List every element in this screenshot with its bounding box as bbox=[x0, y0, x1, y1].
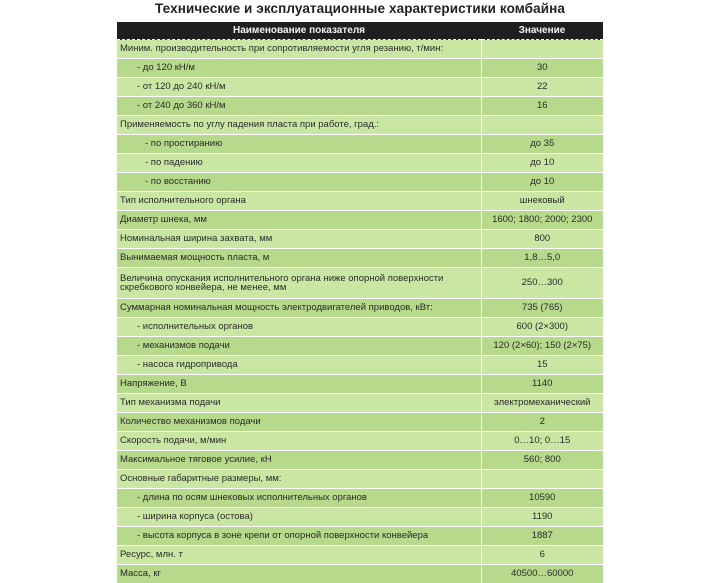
table-row bbox=[117, 116, 603, 135]
table-row bbox=[117, 299, 603, 318]
row-value-cell: 6 bbox=[481, 546, 603, 565]
row-value-cell: 16 bbox=[481, 97, 603, 116]
row-name-cell: Ресурс, млн. т bbox=[117, 546, 481, 565]
row-name-cell: Тип исполнительного органа bbox=[117, 192, 481, 211]
row-value-cell: 800 bbox=[481, 230, 603, 249]
row-name-cell: - ширина корпуса (остова) bbox=[117, 508, 481, 527]
row-name-cell: - насоса гидропривода bbox=[117, 356, 481, 375]
column-header-value: Значение bbox=[481, 22, 603, 40]
row-name-cell: Суммарная номинальная мощность электродвигателей приводов, кВт: bbox=[117, 299, 481, 318]
table-row bbox=[117, 375, 603, 394]
row-value-cell: 560; 800 bbox=[481, 451, 603, 470]
specs-table bbox=[117, 22, 603, 583]
table-row bbox=[117, 40, 603, 59]
row-name-cell: - до 120 кН/м bbox=[117, 59, 481, 78]
table-row bbox=[117, 59, 603, 78]
row-value-cell: 1140 bbox=[481, 375, 603, 394]
table-row bbox=[117, 527, 603, 546]
row-name-cell: Максимальное тяговое усилие, кН bbox=[117, 451, 481, 470]
row-value-cell: 22 bbox=[481, 78, 603, 97]
row-name-cell: Применяемость по углу падения пласта при работе, град.: bbox=[117, 116, 481, 135]
row-name-cell: Диаметр шнека, мм bbox=[117, 211, 481, 230]
table-row bbox=[117, 173, 603, 192]
row-name-cell: - исполнительных органов bbox=[117, 318, 481, 337]
row-value-cell: до 35 bbox=[481, 135, 603, 154]
row-name-cell: - высота корпуса в зоне крепи от опорной поверхности конвейера bbox=[117, 527, 481, 546]
table-row bbox=[117, 318, 603, 337]
row-value-cell: 120 (2×60); 150 (2×75) bbox=[481, 337, 603, 356]
row-value-cell: электромеханический bbox=[481, 394, 603, 413]
table-row bbox=[117, 432, 603, 451]
row-name-cell: Масса, кг bbox=[117, 565, 481, 583]
column-header-name: Наименование показателя bbox=[117, 22, 481, 40]
row-value-cell: 10590 bbox=[481, 489, 603, 508]
table-row bbox=[117, 356, 603, 375]
row-name-cell: Скорость подачи, м/мин bbox=[117, 432, 481, 451]
row-name-cell: - по падению bbox=[117, 154, 481, 173]
row-value-cell: 30 bbox=[481, 59, 603, 78]
row-name-cell: - механизмов подачи bbox=[117, 337, 481, 356]
row-name-cell: Вынимаемая мощность пласта, м bbox=[117, 249, 481, 268]
table-row bbox=[117, 268, 603, 299]
row-value-cell bbox=[481, 470, 603, 489]
row-value-cell: 40500…60000 bbox=[481, 565, 603, 583]
table-row bbox=[117, 192, 603, 211]
table-row bbox=[117, 489, 603, 508]
table-header-row bbox=[117, 22, 603, 40]
row-value-cell: 250…300 bbox=[481, 268, 603, 299]
row-name-cell: Тип механизма подачи bbox=[117, 394, 481, 413]
table-row bbox=[117, 508, 603, 527]
row-value-cell: 1887 bbox=[481, 527, 603, 546]
row-name-cell: Напряжение, В bbox=[117, 375, 481, 394]
row-name-cell: Номинальная ширина захвата, мм bbox=[117, 230, 481, 249]
row-name-cell: - длина по осям шнековых исполнительных органов bbox=[117, 489, 481, 508]
table-row bbox=[117, 135, 603, 154]
table-row bbox=[117, 154, 603, 173]
row-value-cell bbox=[481, 116, 603, 135]
table-row bbox=[117, 413, 603, 432]
table-row bbox=[117, 78, 603, 97]
row-value-cell: 2 bbox=[481, 413, 603, 432]
table-row bbox=[117, 249, 603, 268]
table-row bbox=[117, 565, 603, 583]
row-name-cell: - по восстанию bbox=[117, 173, 481, 192]
row-value-cell: 15 bbox=[481, 356, 603, 375]
table-row bbox=[117, 451, 603, 470]
row-name-cell: - от 120 до 240 кН/м bbox=[117, 78, 481, 97]
table-row bbox=[117, 211, 603, 230]
page-title: Технические и эксплуатационные характеристики комбайна bbox=[120, 1, 600, 16]
row-value-cell bbox=[481, 40, 603, 59]
row-name-cell: Количество механизмов подачи bbox=[117, 413, 481, 432]
row-name-cell: Основные габаритные размеры, мм: bbox=[117, 470, 481, 489]
table-row bbox=[117, 470, 603, 489]
row-value-cell: 1600; 1800; 2000; 2300 bbox=[481, 211, 603, 230]
table-row bbox=[117, 546, 603, 565]
row-value-cell: 1190 bbox=[481, 508, 603, 527]
row-value-cell: до 10 bbox=[481, 154, 603, 173]
row-value-cell: шнековый bbox=[481, 192, 603, 211]
row-value-cell: 1,8…5,0 bbox=[481, 249, 603, 268]
table-row bbox=[117, 394, 603, 413]
table-row bbox=[117, 97, 603, 116]
table-row bbox=[117, 230, 603, 249]
table-row bbox=[117, 337, 603, 356]
row-name-cell: - по простиранию bbox=[117, 135, 481, 154]
row-value-cell: 0…10; 0…15 bbox=[481, 432, 603, 451]
row-name-cell: - от 240 до 360 кН/м bbox=[117, 97, 481, 116]
row-value-cell: 735 (765) bbox=[481, 299, 603, 318]
row-name-cell: Миним. производительность при сопротивляемости угля резанию, т/мин: bbox=[117, 40, 481, 59]
row-value-cell: 600 (2×300) bbox=[481, 318, 603, 337]
row-name-cell: Величина опускания исполнительного органа ниже опорной поверхности скребкового конвейера, не менее, мм bbox=[117, 268, 481, 299]
row-value-cell: до 10 bbox=[481, 173, 603, 192]
